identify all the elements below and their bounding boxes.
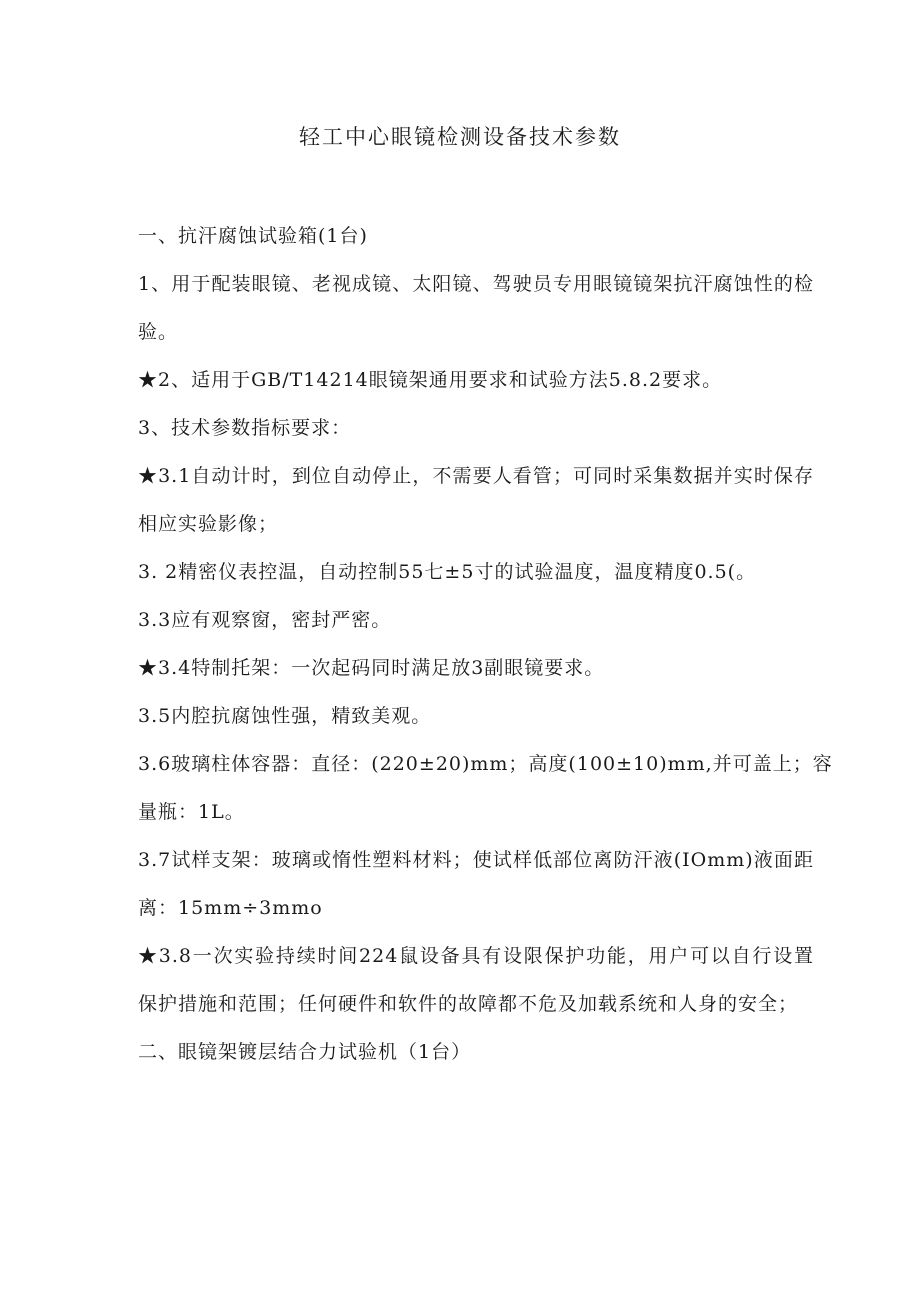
paragraph-line: 3.6玻璃柱体容器：直径：(220±20)mm；高度(100±10)mm,并可盖上；容 xyxy=(138,753,833,775)
document-title: 轻工中心眼镜检测设备技术参数 xyxy=(299,125,621,149)
document-body xyxy=(138,212,833,1076)
paragraph-line: 3.7试样支架：玻璃或惰性塑料材料；使试样低部位离防汗液(IOmm)液面距 xyxy=(138,849,814,871)
paragraph-line: 保护措施和范围；任何硬件和软件的故障都不危及加载系统和人身的安全； xyxy=(138,993,799,1015)
section-heading-1: 一、抗汗腐蚀试验箱(1台) xyxy=(138,225,368,247)
paragraph-line: ★3.4特制托架：一次起码同时满足放3副眼镜要求。 xyxy=(138,657,605,679)
paragraph-line: 3、技术参数指标要求： xyxy=(138,417,352,439)
paragraph-line: 1、用于配装眼镜、老视成镜、太阳镜、驾驶员专用眼镜镜架抗汗腐蚀性的检 xyxy=(138,273,814,295)
section-heading-2: 二、眼镜架镀层结合力试验机（1台） xyxy=(138,1041,472,1063)
paragraph-line: 3.5内腔抗腐蚀性强，精致美观。 xyxy=(138,705,432,727)
paragraph-line: ★3.8一次实验持续时间224鼠设备具有设限保护功能，用户可以自行设置 xyxy=(138,945,814,967)
paragraph-line: ★2、适用于GB/T14214眼镜架通用要求和试验方法5.8.2要求。 xyxy=(138,369,723,391)
paragraph-line: 3.3应有观察窗，密封严密。 xyxy=(138,609,392,631)
paragraph-line: 3. 2精密仪表控温，自动控制55七±5寸的试验温度，温度精度0.5(。 xyxy=(138,561,757,583)
paragraph-line: 离：15mm÷3mmo xyxy=(138,897,323,919)
paragraph-line: 相应实验影像； xyxy=(138,513,279,535)
paragraph-line: 量瓶：1L。 xyxy=(138,801,245,823)
paragraph-line: 验。 xyxy=(138,321,179,343)
paragraph-line: ★3.1自动计时，到位自动停止，不需要人看管；可同时采集数据并实时保存 xyxy=(138,465,814,487)
